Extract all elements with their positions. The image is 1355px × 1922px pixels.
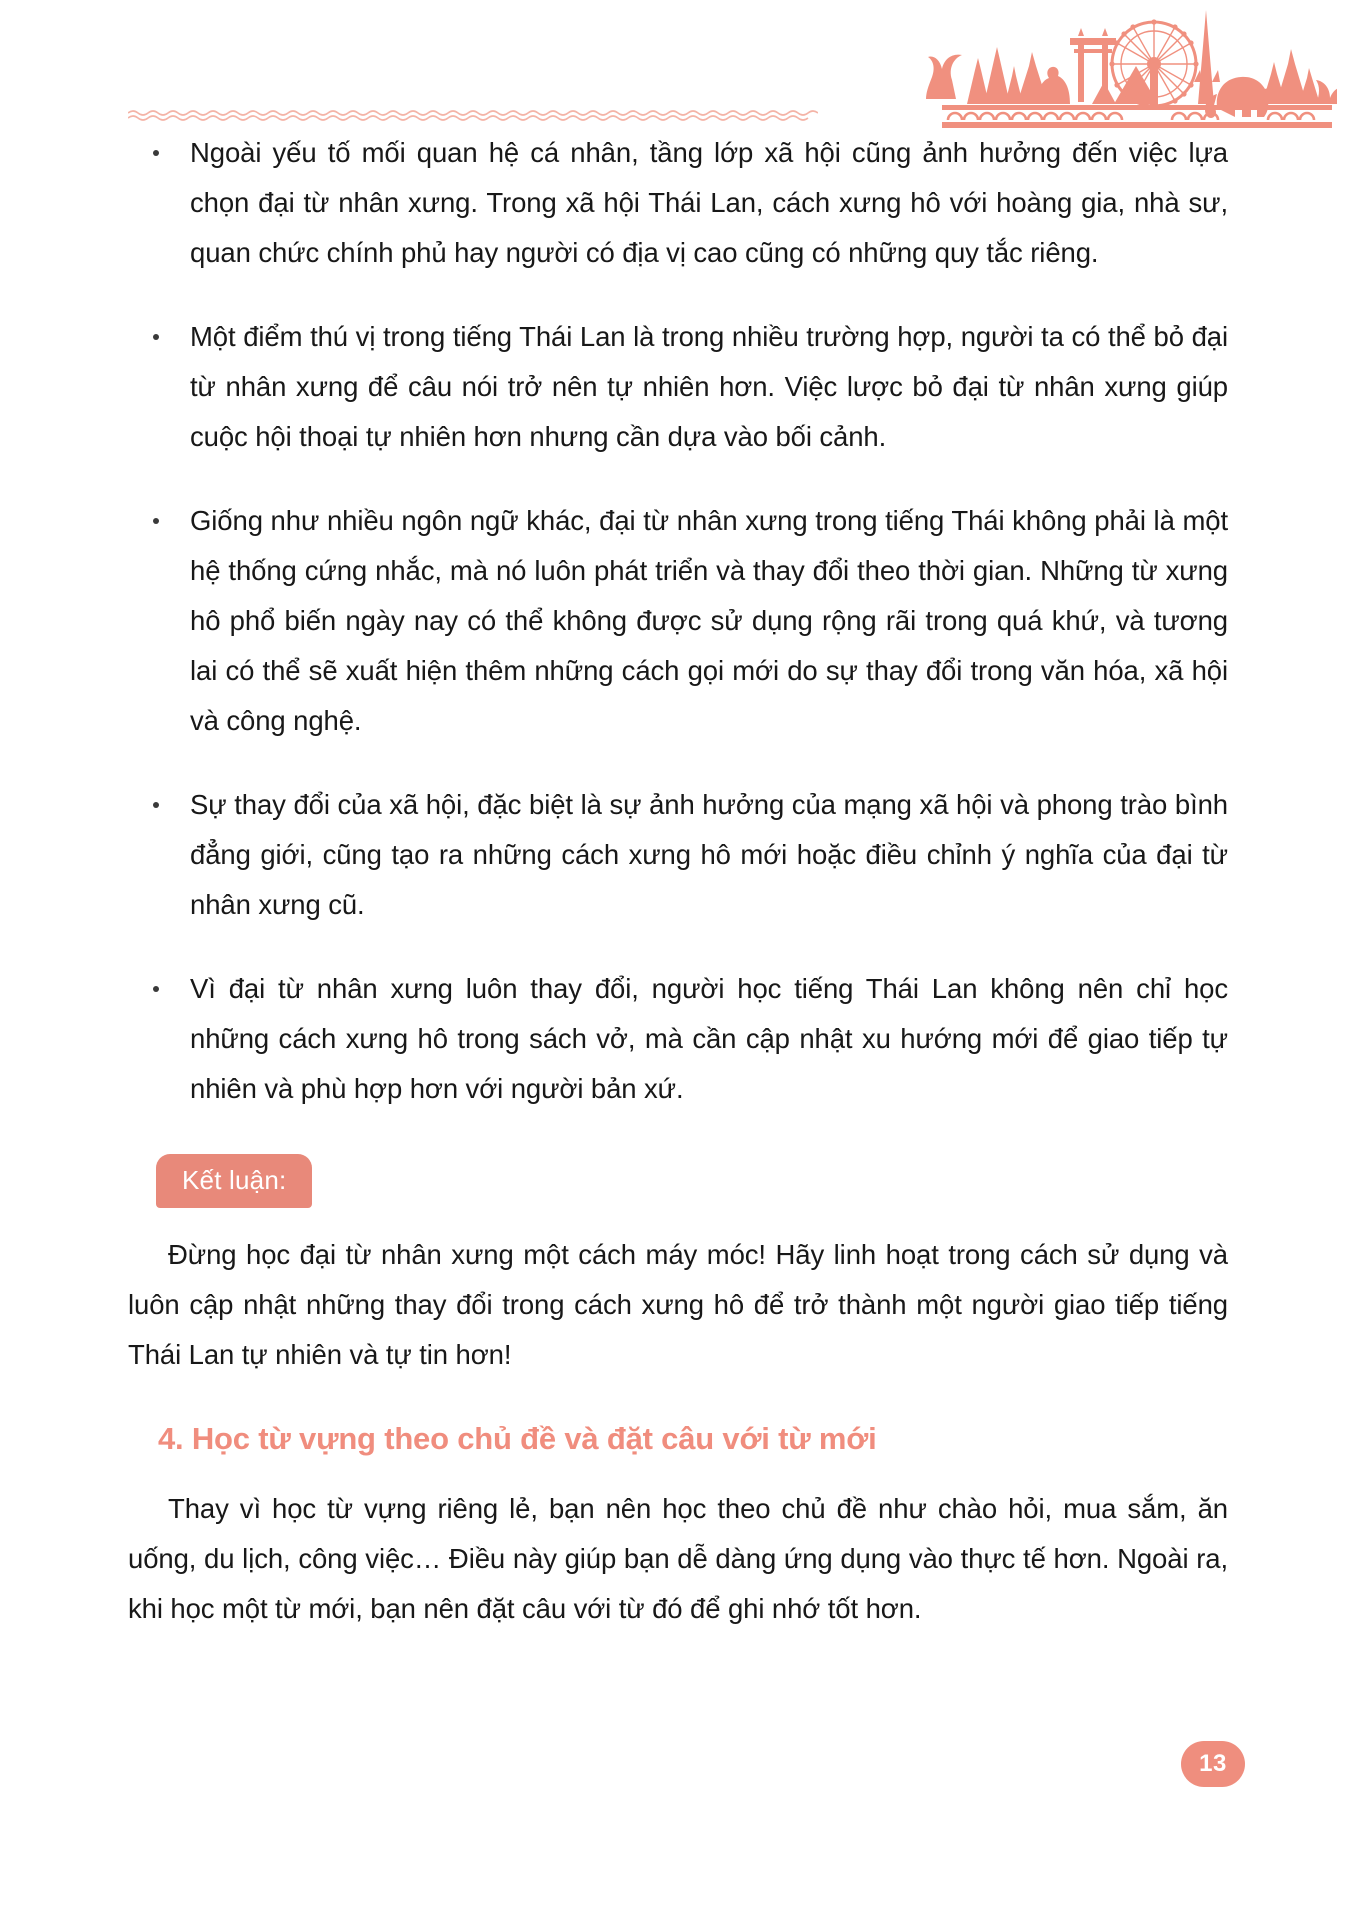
bullet-dot-icon — [153, 150, 159, 156]
conclusion-badge-row — [156, 1154, 1228, 1208]
list-item-text: Vì đại từ nhân xưng luôn thay đổi, người học tiếng Thái Lan không nên chỉ học những cách xưng hô trong sách vở, mà cần cập nhật xu hướng mới để giao tiếp tự nhiên và phù hợp hơn với người bản xứ. — [190, 973, 1228, 1104]
page-content — [128, 128, 1228, 1634]
page-number-value: 13 — [1199, 1750, 1227, 1777]
list-item — [128, 964, 1228, 1114]
list-item — [128, 312, 1228, 462]
thailand-skyline-ornament-icon — [762, 8, 1337, 128]
bullet-dot-icon — [153, 334, 159, 340]
wavy-divider-line-icon — [128, 108, 818, 122]
conclusion-badge: Kết luận: — [156, 1154, 312, 1208]
list-item — [128, 128, 1228, 278]
bullet-dot-icon — [153, 802, 159, 808]
section-paragraph: Thay vì học từ vựng riêng lẻ, bạn nên học theo chủ đề như chào hỏi, mua sắm, ăn uống, du lịch, công việc… Điều này giúp bạn dễ dàng ứng dụng vào thực tế hơn. Ngoài ra, khi học một từ mới, bạn nên đặt câu với từ đó để ghi nhớ tốt hơn. — [128, 1493, 1228, 1624]
list-item — [128, 496, 1228, 746]
bullet-list — [128, 128, 1228, 1114]
conclusion-paragraph: Đừng học đại từ nhân xưng một cách máy móc! Hãy linh hoạt trong cách sử dụng và luôn cập nhật những thay đổi trong cách xưng hô để trở thành một người giao tiếp tiếng Thái Lan tự nhiên và tự tin hơn! — [128, 1239, 1228, 1370]
list-item-text: Sự thay đổi của xã hội, đặc biệt là sự ảnh hưởng của mạng xã hội và phong trào bình đẳng giới, cũng tạo ra những cách xưng hô mới hoặc điều chỉnh ý nghĩa của đại từ nhân xưng cũ. — [190, 789, 1228, 920]
page-number-badge — [1181, 1741, 1245, 1787]
bullet-dot-icon — [153, 986, 159, 992]
list-item — [128, 780, 1228, 930]
page-header-decoration — [0, 0, 1355, 135]
list-item-text: Ngoài yếu tố mối quan hệ cá nhân, tầng lớp xã hội cũng ảnh hưởng đến việc lựa chọn đại từ nhân xưng. Trong xã hội Thái Lan, cách xưng hô với hoàng gia, nhà sư, quan chức chính phủ hay người có địa vị cao cũng có những quy tắc riêng. — [190, 137, 1228, 268]
bullet-dot-icon — [153, 518, 159, 524]
section-heading: 4. Học từ vựng theo chủ đề và đặt câu với từ mới — [158, 1421, 877, 1456]
list-item-text: Một điểm thú vị trong tiếng Thái Lan là trong nhiều trường hợp, người ta có thể bỏ đại từ nhân xưng để câu nói trở nên tự nhiên hơn. Việc lược bỏ đại từ nhân xưng giúp cuộc hội thoại tự nhiên hơn nhưng cần dựa vào bối cảnh. — [190, 321, 1228, 452]
list-item-text: Giống như nhiều ngôn ngữ khác, đại từ nhân xưng trong tiếng Thái không phải là một hệ thống cứng nhắc, mà nó luôn phát triển và thay đổi theo thời gian. Những từ xưng hô phổ biến ngày nay có thể không được sử dụng rộng rãi trong quá khứ, và tương lai có thể sẽ xuất hiện thêm những cách gọi mới do sự thay đổi trong văn hóa, xã hội và công nghệ. — [190, 505, 1228, 736]
